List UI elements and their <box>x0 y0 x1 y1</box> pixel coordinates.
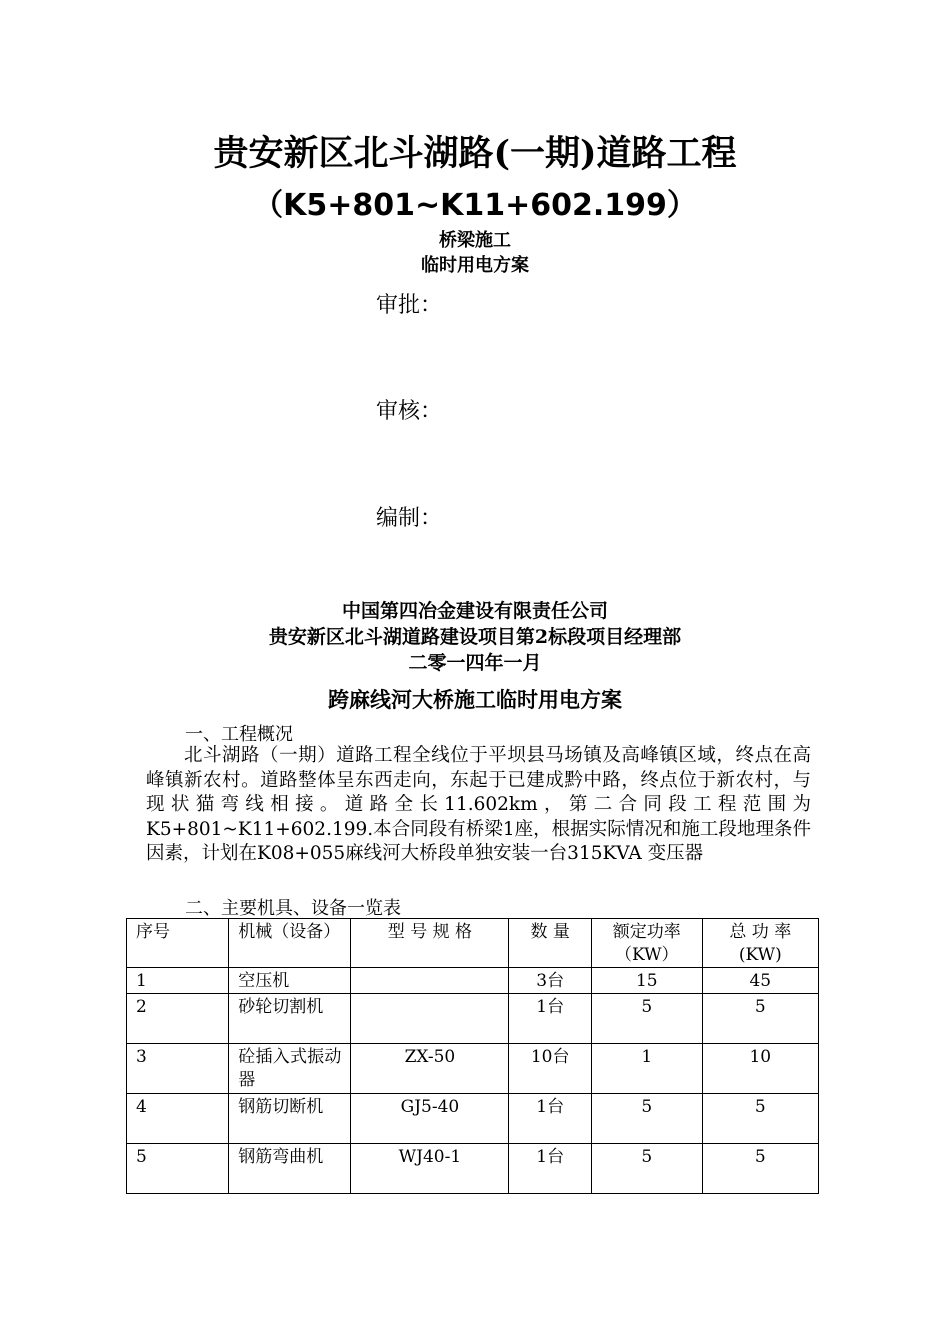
table-header-row <box>127 919 819 968</box>
header-total-power: 总 功 率(KW) <box>702 919 818 968</box>
cell-model: WJ40-1 <box>351 1144 509 1194</box>
review-label: 审核： <box>376 399 443 424</box>
table-row <box>127 1144 819 1194</box>
approve-label: 审批： <box>376 293 443 318</box>
cell-total-power: 5 <box>702 1094 818 1144</box>
section-heading-overview: 一、工程概况 <box>185 724 293 745</box>
cell-qty: 1台 <box>509 1094 592 1144</box>
cell-model <box>351 968 509 994</box>
table-row <box>127 994 819 1044</box>
cell-name: 砼插入式振动器 <box>229 1044 351 1094</box>
cell-model: ZX-50 <box>351 1044 509 1094</box>
overview-paragraph: 北斗湖路（一期）道路工程全线位于平坝县马场镇及高峰镇区域，终点在高峰镇新农村。道路整体呈东西走向，东起于已建成黔中路，终点位于新农村，与现状猫弯线相接。道路全长11.602km，第二合同段工程范围为K5+801~K11+602.199.本合同段有桥梁1座，根据实际情况和施工段地理条件因素，计划在K08+055麻线河大桥段单独安装一台315KVA 变压器 <box>146 745 811 864</box>
document-title-line2: （K5+801~K11+602.199） <box>253 188 697 223</box>
plan-title: 跨麻线河大桥施工临时用电方案 <box>328 687 622 712</box>
document-subtitle-2: 临时用电方案 <box>421 255 529 276</box>
cell-no: 1 <box>127 968 229 994</box>
cell-name: 砂轮切割机 <box>229 994 351 1044</box>
project-department: 贵安新区北斗湖道路建设项目第2标段项目经理部 <box>268 626 682 648</box>
document-title-line1: 贵安新区北斗湖路(一期)道路工程 <box>213 133 737 174</box>
header-qty: 数 量 <box>509 919 592 968</box>
cell-qty: 3台 <box>509 968 592 994</box>
cell-rated-power: 5 <box>591 994 702 1044</box>
cell-rated-power: 5 <box>591 1144 702 1194</box>
cell-model <box>351 994 509 1044</box>
cell-rated-power: 15 <box>591 968 702 994</box>
cell-qty: 1台 <box>509 994 592 1044</box>
table-row <box>127 968 819 994</box>
cell-rated-power: 5 <box>591 1094 702 1144</box>
cell-total-power: 45 <box>702 968 818 994</box>
cell-total-power: 10 <box>702 1044 818 1094</box>
cell-name: 钢筋弯曲机 <box>229 1144 351 1194</box>
section-heading-equipment: 二、主要机具、设备一览表 <box>185 898 401 919</box>
cell-model: GJ5-40 <box>351 1094 509 1144</box>
cell-no: 5 <box>127 1144 229 1194</box>
header-no: 序号 <box>127 919 229 968</box>
cell-total-power: 5 <box>702 1144 818 1194</box>
cell-no: 4 <box>127 1094 229 1144</box>
cell-qty: 10台 <box>509 1044 592 1094</box>
header-model: 型 号 规 格 <box>351 919 509 968</box>
header-rated-power: 额定功率（KW） <box>591 919 702 968</box>
cell-qty: 1台 <box>509 1144 592 1194</box>
table-row <box>127 1044 819 1094</box>
document-date: 二零一四年一月 <box>408 652 542 674</box>
document-subtitle-1: 桥梁施工 <box>439 230 511 251</box>
cell-name: 钢筋切断机 <box>229 1094 351 1144</box>
equipment-table <box>126 918 819 1194</box>
compile-label: 编制： <box>376 506 443 531</box>
table-row <box>127 1094 819 1144</box>
cell-no: 2 <box>127 994 229 1044</box>
company-name: 中国第四冶金建设有限责任公司 <box>341 600 608 622</box>
cell-total-power: 5 <box>702 994 818 1044</box>
cell-rated-power: 1 <box>591 1044 702 1094</box>
header-name: 机械（设备） <box>229 919 351 968</box>
cell-no: 3 <box>127 1044 229 1094</box>
cell-name: 空压机 <box>229 968 351 994</box>
